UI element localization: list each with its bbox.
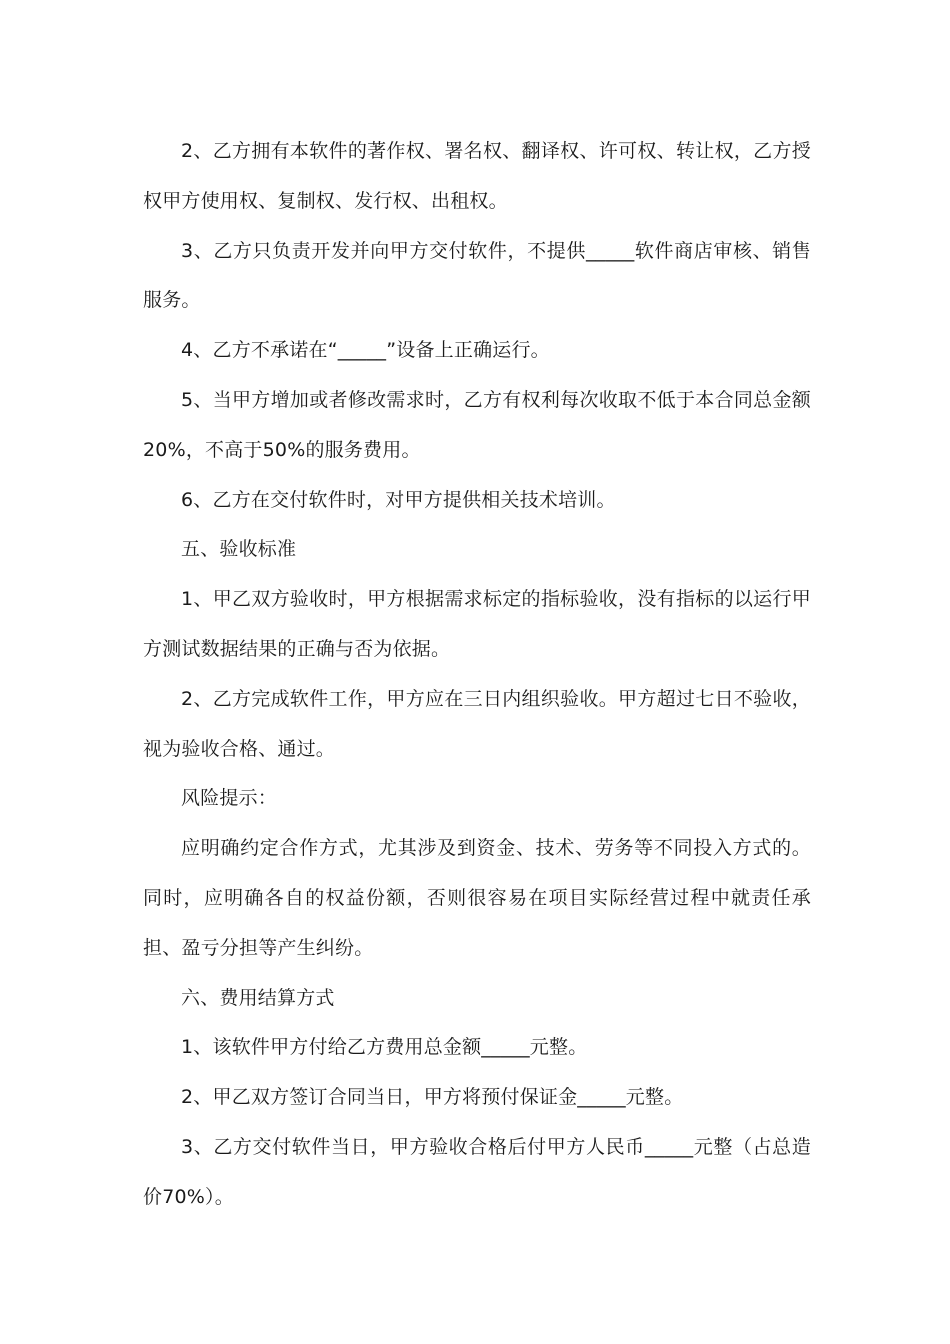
clause-training: 6、乙方在交付软件时，对甲方提供相关技术培训。	[181, 488, 616, 511]
clause-delivery-scope: 3、乙方只负责开发并向甲方交付软件，不提供_____软件商店审核、销售服务。	[143, 239, 811, 312]
risk-notice-heading: 风险提示：	[181, 787, 278, 810]
document-body	[143, 127, 811, 1223]
clause-final-payment: 3、乙方交付软件当日，甲方验收合格后付甲方人民币_____元整（占总造价70%）。	[143, 1135, 811, 1208]
section-heading-payment: 六、费用结算方式	[181, 986, 335, 1009]
clause-copyright-rights: 2、乙方拥有本软件的著作权、署名权、翻译权、许可权、转让权，乙方授权甲方使用权、复制权、发行权、出租权。	[143, 140, 811, 212]
clause-acceptance-deadline: 2、乙方完成软件工作，甲方应在三日内组织验收。甲方超过七日不验收，视为验收合格、通过。	[143, 687, 811, 760]
clause-change-fees: 5、当甲方增加或者修改需求时，乙方有权利每次收取不低于本合同总金额20%，不高于50%的服务费用。	[143, 388, 811, 461]
clause-deposit: 2、甲乙双方签订合同当日，甲方将预付保证金_____元整。	[181, 1086, 684, 1109]
clause-acceptance-criteria: 1、甲乙双方验收时，甲方根据需求标定的指标验收，没有指标的以运行甲方测试数据结果的正确与否为依据。	[143, 588, 811, 660]
clause-total-amount: 1、该软件甲方付给乙方费用总金额_____元整。	[181, 1036, 588, 1059]
risk-notice-text: 应明确约定合作方式，尤其涉及到资金、技术、劳务等不同投入方式的。同时，应明确各自的权益份额，否则很容易在项目实际经营过程中就责任承担、盈亏分担等产生纠纷。	[143, 837, 811, 959]
clause-device-compatibility: 4、乙方不承诺在“_____”设备上正确运行。	[181, 339, 550, 362]
section-heading-acceptance: 五、验收标准	[181, 538, 297, 561]
